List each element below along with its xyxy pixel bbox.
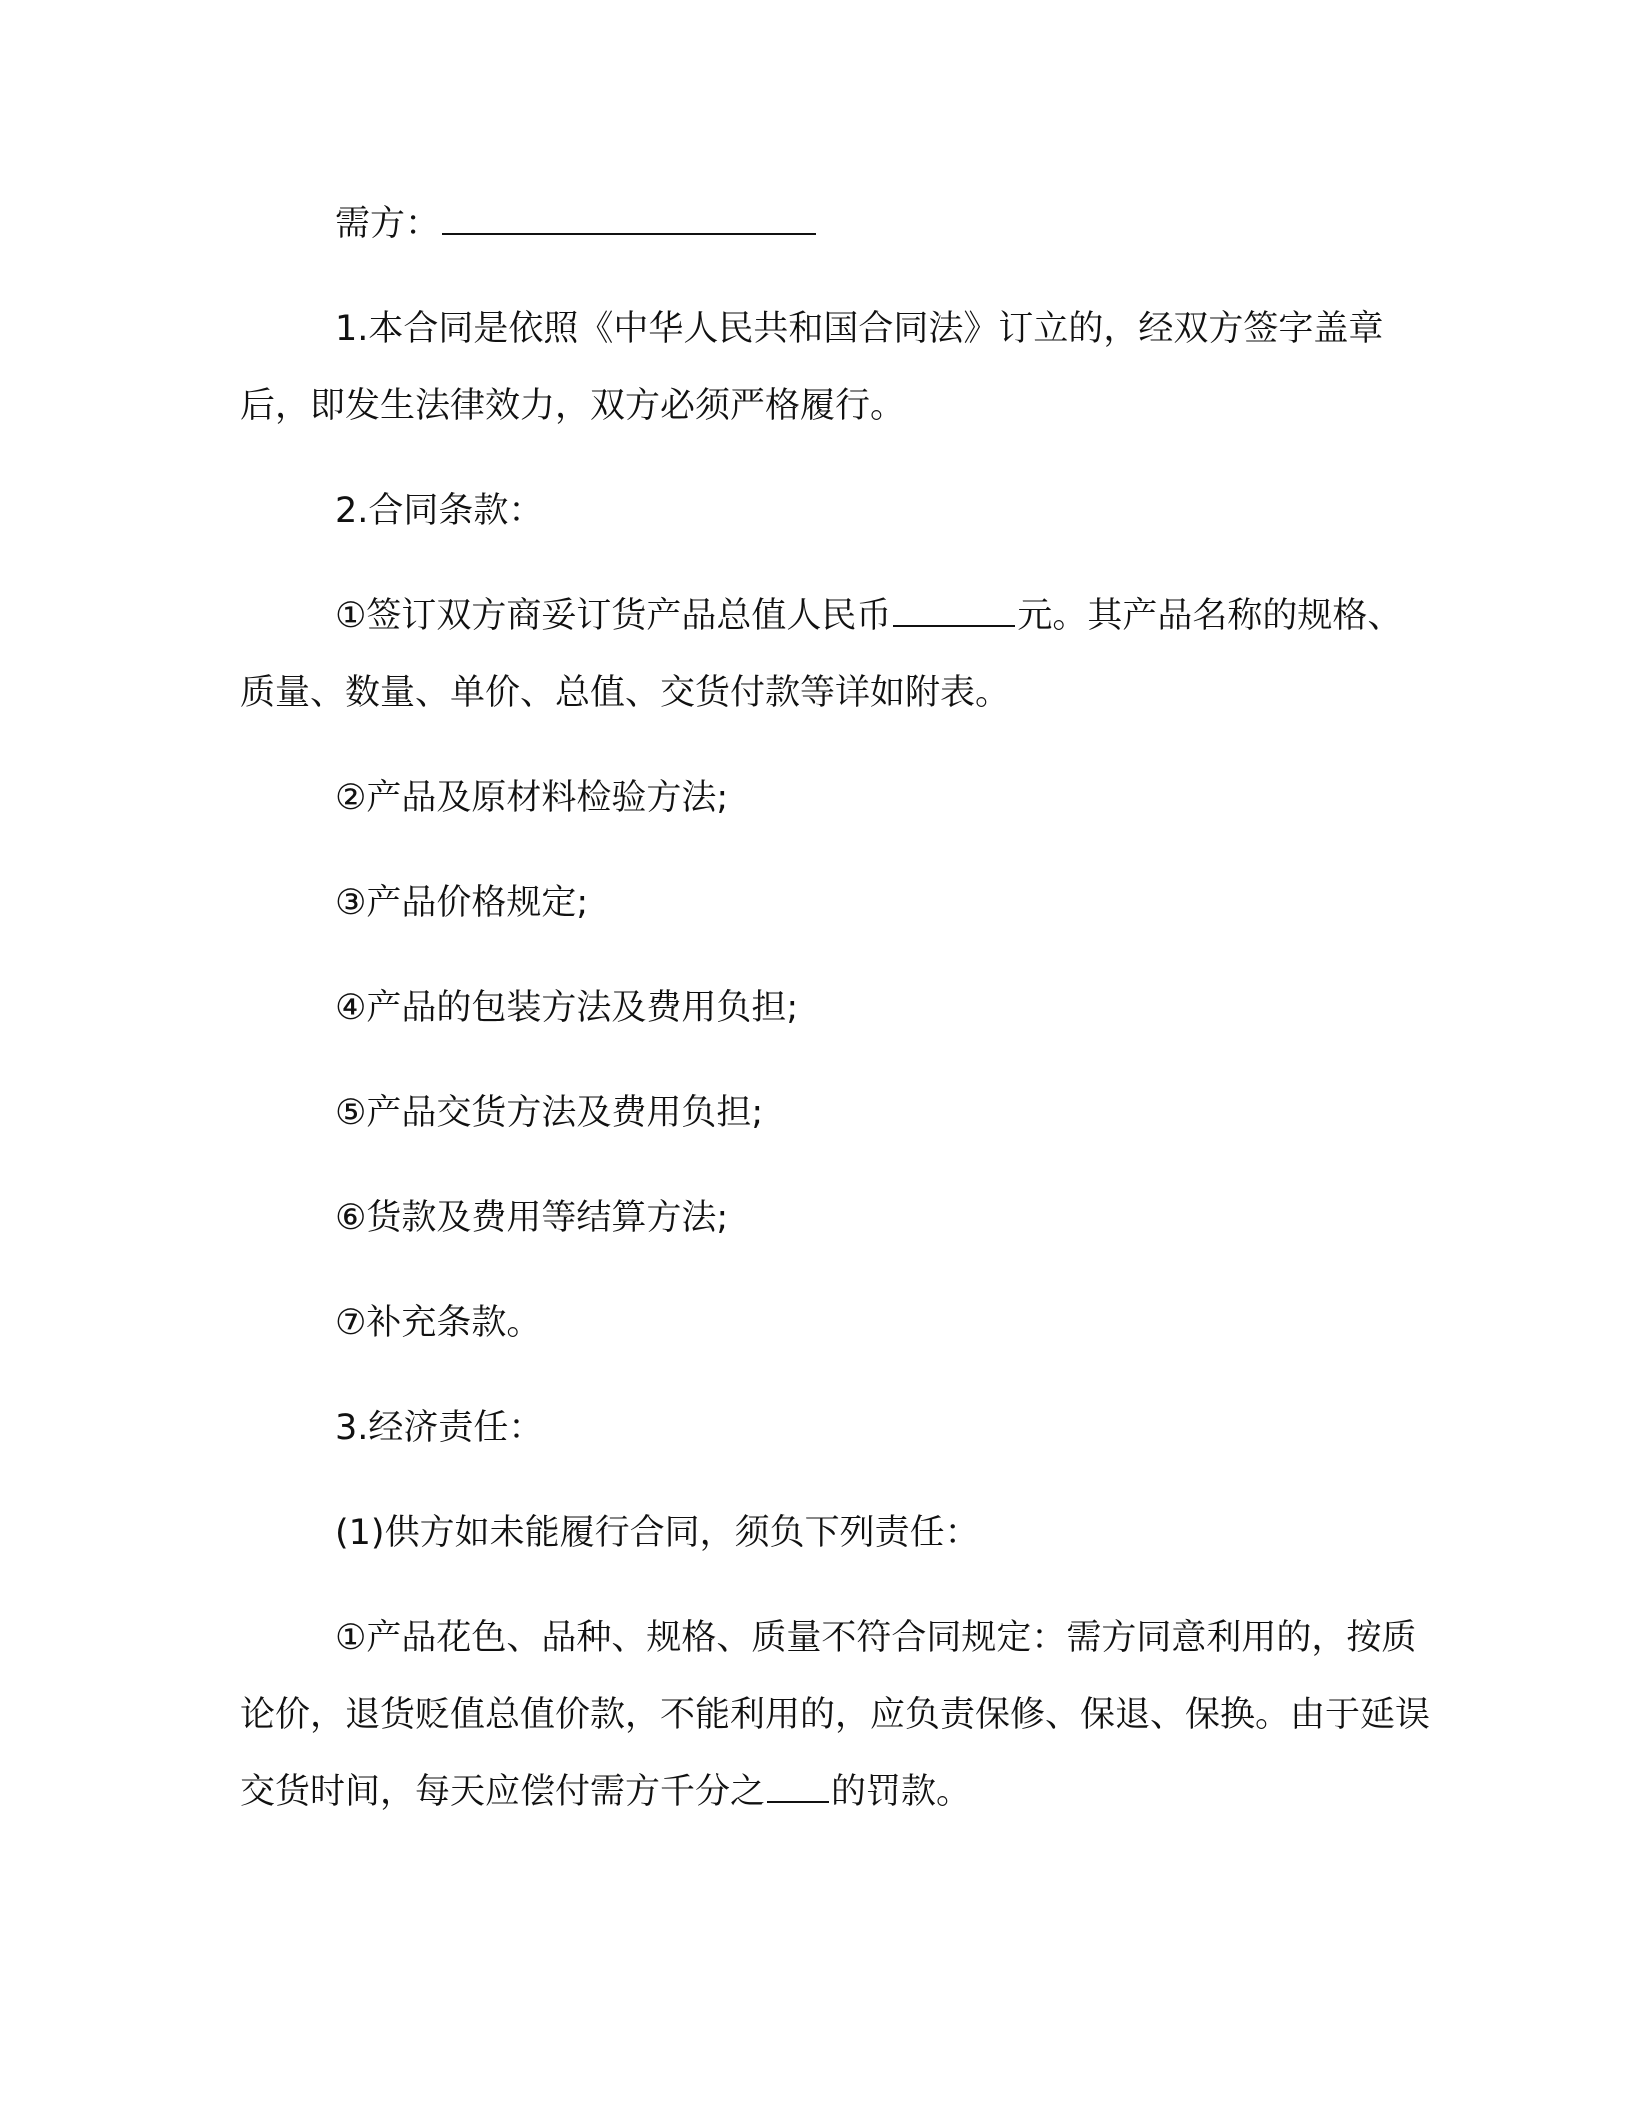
- paragraph-text: 1.本合同是依照《中华人民共和国合同法》订立的，经双方签字盖章后，即发生法律效力，双方必须严格履行。: [240, 309, 1384, 426]
- paragraph-item-5: [240, 1075, 1430, 1152]
- paragraph-text: ③产品价格规定;: [335, 883, 589, 923]
- paragraph-penalty: [240, 1600, 1430, 1831]
- paragraph-text: 3.经济责任：: [335, 1408, 544, 1448]
- paragraph-clause-2: [240, 473, 1430, 550]
- paragraph-text: ④产品的包装方法及费用负担;: [335, 988, 799, 1028]
- paragraph-item-3: [240, 865, 1430, 942]
- paragraph-text: 需方：: [335, 204, 441, 244]
- paragraph-text-after: 元。其产品名称的规格、质量、数量、单价、总值、交货付款等详如附表。: [240, 596, 1403, 713]
- paragraph-item-2: [240, 760, 1430, 837]
- paragraph-subclause-1: [240, 1495, 1430, 1572]
- paragraph-item-7: [240, 1285, 1430, 1362]
- paragraph-text: (1)供方如未能履行合同，须负下列责任：: [335, 1513, 980, 1553]
- blank-buyer-name: [442, 232, 816, 235]
- blank-penalty-rate: [767, 1800, 829, 1803]
- paragraph-clause-3: [240, 1390, 1430, 1467]
- paragraph-text: ②产品及原材料检验方法;: [335, 778, 729, 818]
- paragraph-item-6: [240, 1180, 1430, 1257]
- paragraph-buyer: [240, 186, 1430, 263]
- paragraph-text: ⑦补充条款。: [335, 1303, 542, 1343]
- contract-text: [240, 186, 1430, 1831]
- paragraph-item-1: [240, 578, 1430, 732]
- paragraph-text: ①签订双方商妥订货产品总值人民币: [335, 596, 892, 636]
- paragraph-text: ⑤产品交货方法及费用负担;: [335, 1093, 764, 1133]
- paragraph-text: ①产品花色、品种、规格、质量不符合同规定：需方同意利用的，按质论价，退货贬值总值价款，不能利用的，应负责保修、保退、保换。由于延误交货时间，每天应偿付需方千分之: [240, 1618, 1431, 1812]
- paragraph-clause-1: [240, 291, 1430, 445]
- paragraph-item-4: [240, 970, 1430, 1047]
- paragraph-text-after: 的罚款。: [831, 1772, 972, 1812]
- paragraph-text: 2.合同条款：: [335, 491, 544, 531]
- paragraph-text: ⑥货款及费用等结算方法;: [335, 1198, 729, 1238]
- blank-total-amount: [893, 624, 1015, 627]
